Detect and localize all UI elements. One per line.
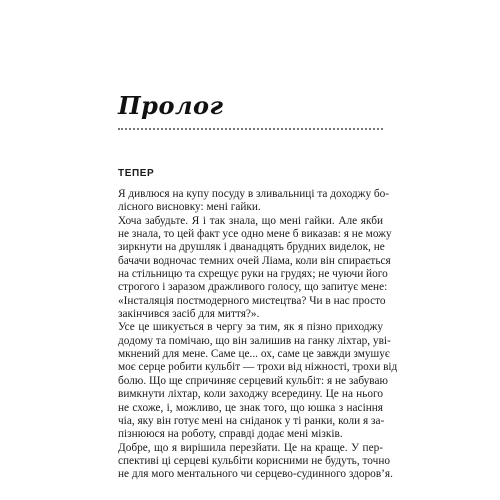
- text-line: зиркнути на друшляк і дванадцять брудних виделок, не: [118, 241, 385, 254]
- text-line: не знала, то цей факт усе одно мене б виказав: я не можу: [118, 228, 392, 241]
- text-line: «Інсталяція постмодерного мистецтва? Чи в нас просто: [118, 294, 386, 307]
- text-line: додому та помічаю, що він залишив на ганку ліхтар, уві-: [118, 334, 391, 347]
- text-line: закінчився засіб для миття?».: [118, 308, 260, 321]
- text-line: вимкнути ліхтар, коли заходжу всередину. Це на нього: [118, 388, 383, 401]
- text-line: мкнений для мене. Саме це... ох, саме це завжди змушує: [118, 348, 390, 361]
- text-line: Добре, що я вирішила перезйати. Це на краще. У пер-: [118, 441, 383, 454]
- text-line: строгого і заразом дражливого голосу, що запитує мене:: [118, 281, 388, 294]
- dotted-divider: [118, 128, 383, 130]
- chapter-title: Пролог: [118, 91, 224, 120]
- text-line: болю. Що ще спричиняє серцевий кульбіт: я не забуваю: [118, 374, 388, 387]
- text-line: чіа, яку він готує мені на сніданок у ті ранки, коли я за-: [118, 414, 385, 427]
- text-line: Я дивлюся на купу посуду в зливальниці та доходжу бо-: [118, 188, 390, 200]
- text-line: спективі ці серцеві кульбіти корисними не будуть, точно: [118, 454, 391, 467]
- text-line: не для мого ментального чи серцево-судинного здоров’я.: [118, 468, 393, 481]
- text-line: на стільницю та схрещує руки на грудях; не чуючи його: [118, 268, 388, 281]
- text-line: бачачи водночас темних очей Ліама, коли він спирається: [118, 254, 391, 267]
- text-line: не схоже, і, можливо, це знак того, що юшка з насіння: [118, 401, 383, 414]
- text-line: лісного висновку: мені гайки.: [118, 201, 261, 214]
- text-line: моє серце робити кульбіт — трохи від ніжності, трохи від: [118, 361, 398, 374]
- section-heading: ТЕПЕР: [118, 168, 155, 179]
- text-line: Усе це шикується в чергу за тим, як я пізно приходжу: [118, 321, 383, 334]
- text-line: пізнююся на роботу, справді додає мені мізків.: [118, 428, 343, 441]
- body-text: [118, 188, 398, 482]
- text-line: Хоча забудьте. Я і так знала, що мені гайки. Але якби: [118, 214, 383, 227]
